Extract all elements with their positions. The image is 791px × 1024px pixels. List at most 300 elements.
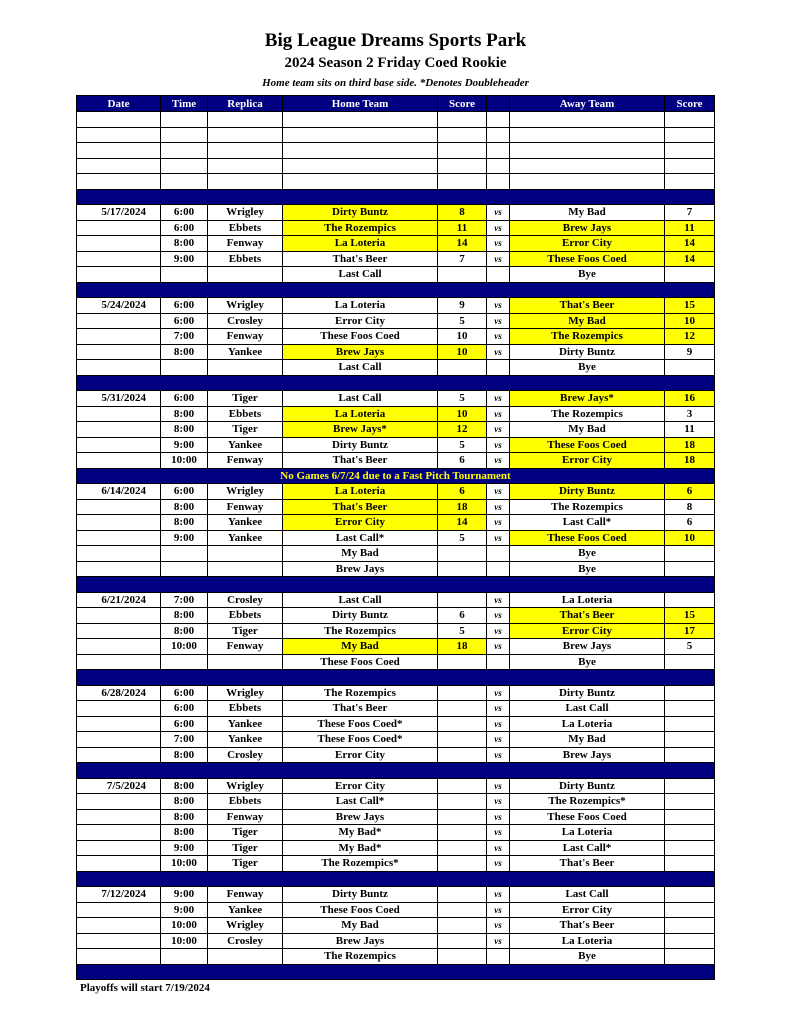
home-score-cell: 11: [438, 220, 487, 236]
vs-cell: vs: [487, 685, 510, 701]
time-cell: [161, 561, 208, 577]
away-team-cell: Dirty Buntz: [510, 344, 665, 360]
replica-cell: Tiger: [208, 422, 283, 438]
home-team-cell: Brew Jays*: [283, 422, 438, 438]
empty-cell: [283, 112, 438, 128]
replica-cell: Fenway: [208, 887, 283, 903]
away-team-cell: Last Call*: [510, 515, 665, 531]
empty-cell: [510, 158, 665, 174]
game-row: [77, 484, 715, 500]
date-cell: 7/12/2024: [77, 887, 161, 903]
game-row: [77, 809, 715, 825]
time-cell: 6:00: [161, 205, 208, 221]
home-team-cell: The Rozempics: [283, 623, 438, 639]
home-score-cell: 10: [438, 344, 487, 360]
home-team-cell: These Foos Coed*: [283, 716, 438, 732]
home-team-cell: That's Beer: [283, 453, 438, 469]
away-score-cell: [665, 747, 715, 763]
vs-cell: vs: [487, 902, 510, 918]
separator-row: [77, 871, 715, 887]
empty-cell: [208, 127, 283, 143]
home-team-cell: Error City: [283, 515, 438, 531]
replica-cell: Ebbets: [208, 608, 283, 624]
home-team-cell: My Bad: [283, 918, 438, 934]
page-subtitle: 2024 Season 2 Friday Coed Rookie: [284, 55, 507, 71]
home-score-cell: 5: [438, 623, 487, 639]
date-cell: [77, 422, 161, 438]
vs-cell: vs: [487, 747, 510, 763]
date-cell: [77, 437, 161, 453]
game-row: [77, 639, 715, 655]
time-cell: 6:00: [161, 313, 208, 329]
date-cell: [77, 515, 161, 531]
vs-cell: vs: [487, 530, 510, 546]
time-cell: 8:00: [161, 344, 208, 360]
empty-cell: [487, 143, 510, 159]
time-cell: [161, 654, 208, 670]
vs-cell: vs: [487, 313, 510, 329]
away-team-cell: These Foos Coed: [510, 437, 665, 453]
replica-cell: Wrigley: [208, 918, 283, 934]
away-team-cell: My Bad: [510, 205, 665, 221]
home-score-cell: [438, 902, 487, 918]
replica-cell: Yankee: [208, 515, 283, 531]
schedule-body: [77, 112, 715, 980]
date-cell: [77, 856, 161, 872]
date-cell: 5/17/2024: [77, 205, 161, 221]
replica-cell: Ebbets: [208, 701, 283, 717]
home-score-cell: 8: [438, 205, 487, 221]
col-replica: Replica: [208, 96, 283, 112]
home-score-cell: [438, 809, 487, 825]
game-row: [77, 422, 715, 438]
home-team-cell: These Foos Coed: [283, 654, 438, 670]
home-score-cell: 14: [438, 236, 487, 252]
replica-cell: [208, 561, 283, 577]
away-team-cell: These Foos Coed: [510, 251, 665, 267]
game-row: [77, 887, 715, 903]
vs-cell: vs: [487, 422, 510, 438]
replica-cell: Ebbets: [208, 220, 283, 236]
time-cell: 8:00: [161, 406, 208, 422]
date-cell: [77, 561, 161, 577]
away-score-cell: [665, 840, 715, 856]
home-team-cell: La Loteria: [283, 298, 438, 314]
away-team-cell: That's Beer: [510, 856, 665, 872]
empty-cell: [161, 127, 208, 143]
away-score-cell: [665, 902, 715, 918]
away-team-cell: La Loteria: [510, 933, 665, 949]
away-team-cell: La Loteria: [510, 716, 665, 732]
away-team-cell: Brew Jays: [510, 220, 665, 236]
vs-cell: vs: [487, 918, 510, 934]
date-cell: 7/5/2024: [77, 778, 161, 794]
replica-cell: [208, 267, 283, 283]
game-row: [77, 546, 715, 562]
vs-cell: vs: [487, 437, 510, 453]
home-team-cell: My Bad: [283, 546, 438, 562]
replica-cell: Ebbets: [208, 251, 283, 267]
replica-cell: [208, 360, 283, 376]
game-row: [77, 732, 715, 748]
vs-cell: vs: [487, 778, 510, 794]
away-score-cell: 3: [665, 406, 715, 422]
date-cell: [77, 251, 161, 267]
separator-row: [77, 577, 715, 593]
time-cell: 7:00: [161, 329, 208, 345]
home-team-cell: The Rozempics: [283, 685, 438, 701]
away-score-cell: 16: [665, 391, 715, 407]
time-cell: 6:00: [161, 716, 208, 732]
date-cell: [77, 267, 161, 283]
empty-cell: [161, 174, 208, 190]
vs-cell: [487, 360, 510, 376]
empty-cell: [77, 143, 161, 159]
date-cell: [77, 344, 161, 360]
empty-cell: [77, 174, 161, 190]
away-team-cell: Brew Jays: [510, 747, 665, 763]
away-score-cell: 11: [665, 422, 715, 438]
replica-cell: Crosley: [208, 313, 283, 329]
empty-cell: [510, 143, 665, 159]
empty-cell: [438, 127, 487, 143]
separator-cell: [77, 577, 715, 593]
vs-cell: vs: [487, 406, 510, 422]
time-cell: 6:00: [161, 391, 208, 407]
separator-cell: [77, 189, 715, 205]
game-row: [77, 825, 715, 841]
date-cell: [77, 701, 161, 717]
game-row: [77, 685, 715, 701]
replica-cell: Crosley: [208, 933, 283, 949]
date-cell: [77, 825, 161, 841]
empty-cell: [487, 112, 510, 128]
vs-cell: vs: [487, 732, 510, 748]
empty-cell: [665, 158, 715, 174]
time-cell: 10:00: [161, 918, 208, 934]
game-row: [77, 437, 715, 453]
home-team-cell: La Loteria: [283, 484, 438, 500]
replica-cell: Yankee: [208, 732, 283, 748]
date-cell: 5/31/2024: [77, 391, 161, 407]
time-cell: 8:00: [161, 236, 208, 252]
away-score-cell: 6: [665, 515, 715, 531]
away-team-cell: My Bad: [510, 422, 665, 438]
home-team-cell: Error City: [283, 313, 438, 329]
date-cell: [77, 918, 161, 934]
game-row: [77, 530, 715, 546]
vs-cell: vs: [487, 794, 510, 810]
separator-cell: [77, 670, 715, 686]
time-cell: 10:00: [161, 639, 208, 655]
home-team-cell: Last Call: [283, 267, 438, 283]
home-team-cell: That's Beer: [283, 251, 438, 267]
away-team-cell: The Rozempics*: [510, 794, 665, 810]
away-score-cell: [665, 685, 715, 701]
replica-cell: Wrigley: [208, 685, 283, 701]
replica-cell: Ebbets: [208, 794, 283, 810]
away-score-cell: [665, 267, 715, 283]
home-score-cell: [438, 778, 487, 794]
date-cell: [77, 406, 161, 422]
away-team-cell: My Bad: [510, 313, 665, 329]
separator-row: [77, 189, 715, 205]
away-team-cell: Error City: [510, 623, 665, 639]
game-row: [77, 515, 715, 531]
replica-cell: Ebbets: [208, 406, 283, 422]
time-cell: 8:00: [161, 422, 208, 438]
replica-cell: Yankee: [208, 344, 283, 360]
vs-cell: vs: [487, 220, 510, 236]
away-team-cell: Bye: [510, 360, 665, 376]
empty-cell: [77, 158, 161, 174]
replica-cell: Fenway: [208, 236, 283, 252]
home-score-cell: 7: [438, 251, 487, 267]
time-cell: 8:00: [161, 747, 208, 763]
game-row: [77, 391, 715, 407]
separator-cell: [77, 964, 715, 980]
away-score-cell: [665, 654, 715, 670]
empty-cell: [161, 143, 208, 159]
home-score-cell: [438, 654, 487, 670]
vs-cell: vs: [487, 391, 510, 407]
away-score-cell: 18: [665, 437, 715, 453]
date-cell: [77, 654, 161, 670]
vs-cell: vs: [487, 887, 510, 903]
home-score-cell: [438, 701, 487, 717]
game-row: [77, 701, 715, 717]
away-score-cell: [665, 887, 715, 903]
replica-cell: Fenway: [208, 329, 283, 345]
home-team-cell: These Foos Coed: [283, 329, 438, 345]
away-team-cell: Bye: [510, 561, 665, 577]
date-cell: 6/21/2024: [77, 592, 161, 608]
home-score-cell: 6: [438, 608, 487, 624]
vs-cell: vs: [487, 499, 510, 515]
home-team-cell: These Foos Coed: [283, 902, 438, 918]
home-score-cell: 5: [438, 437, 487, 453]
away-score-cell: 18: [665, 453, 715, 469]
time-cell: 10:00: [161, 856, 208, 872]
away-score-cell: 17: [665, 623, 715, 639]
home-score-cell: [438, 592, 487, 608]
away-team-cell: Dirty Buntz: [510, 484, 665, 500]
away-team-cell: Last Call: [510, 701, 665, 717]
game-row: [77, 623, 715, 639]
home-team-cell: Error City: [283, 778, 438, 794]
vs-cell: vs: [487, 639, 510, 655]
away-team-cell: That's Beer: [510, 298, 665, 314]
time-cell: 8:00: [161, 794, 208, 810]
time-cell: 10:00: [161, 453, 208, 469]
date-cell: [77, 716, 161, 732]
away-score-cell: 9: [665, 344, 715, 360]
game-row: [77, 778, 715, 794]
empty-cell: [438, 158, 487, 174]
vs-cell: vs: [487, 592, 510, 608]
game-row: [77, 298, 715, 314]
away-team-cell: Error City: [510, 236, 665, 252]
game-row: [77, 933, 715, 949]
date-cell: [77, 220, 161, 236]
home-team-cell: The Rozempics: [283, 949, 438, 965]
page-title: Big League Dreams Sports Park: [264, 30, 527, 51]
away-score-cell: [665, 701, 715, 717]
game-row: [77, 236, 715, 252]
away-score-cell: [665, 918, 715, 934]
home-team-cell: My Bad*: [283, 825, 438, 841]
home-team-cell: The Rozempics*: [283, 856, 438, 872]
home-score-cell: [438, 685, 487, 701]
table-header-row: [77, 96, 715, 112]
game-row: [77, 949, 715, 965]
away-team-cell: Bye: [510, 267, 665, 283]
home-score-cell: [438, 716, 487, 732]
schedule-table: [76, 95, 715, 980]
no-games-row: [77, 468, 715, 484]
date-cell: 6/14/2024: [77, 484, 161, 500]
replica-cell: Tiger: [208, 391, 283, 407]
game-row: [77, 716, 715, 732]
time-cell: [161, 267, 208, 283]
home-team-cell: Last Call: [283, 391, 438, 407]
date-cell: [77, 840, 161, 856]
away-team-cell: The Rozempics: [510, 406, 665, 422]
empty-cell: [665, 143, 715, 159]
home-team-cell: Brew Jays: [283, 344, 438, 360]
replica-cell: Yankee: [208, 716, 283, 732]
time-cell: [161, 360, 208, 376]
date-cell: [77, 949, 161, 965]
away-team-cell: La Loteria: [510, 825, 665, 841]
date-cell: 5/24/2024: [77, 298, 161, 314]
col-away-score: Score: [665, 96, 715, 112]
empty-cell: [208, 112, 283, 128]
time-cell: 8:00: [161, 778, 208, 794]
empty-cell: [208, 174, 283, 190]
game-row: [77, 499, 715, 515]
separator-cell: [77, 871, 715, 887]
home-score-cell: [438, 794, 487, 810]
separator-cell: [77, 375, 715, 391]
empty-cell: [283, 143, 438, 159]
game-row: [77, 205, 715, 221]
away-team-cell: Bye: [510, 546, 665, 562]
separator-cell: [77, 282, 715, 298]
home-score-cell: [438, 825, 487, 841]
schedule-note: Home team sits on third base side. *Denotes Doubleheader: [262, 77, 529, 89]
vs-cell: vs: [487, 840, 510, 856]
date-cell: [77, 639, 161, 655]
separator-row: [77, 282, 715, 298]
separator-row: [77, 964, 715, 980]
away-score-cell: 6: [665, 484, 715, 500]
away-score-cell: [665, 360, 715, 376]
time-cell: 6:00: [161, 484, 208, 500]
empty-cell: [510, 174, 665, 190]
away-team-cell: Dirty Buntz: [510, 685, 665, 701]
replica-cell: [208, 546, 283, 562]
vs-cell: vs: [487, 701, 510, 717]
vs-cell: vs: [487, 608, 510, 624]
date-cell: [77, 313, 161, 329]
empty-cell: [283, 158, 438, 174]
replica-cell: Wrigley: [208, 205, 283, 221]
away-score-cell: [665, 856, 715, 872]
home-team-cell: Last Call*: [283, 794, 438, 810]
home-score-cell: 10: [438, 329, 487, 345]
time-cell: 8:00: [161, 825, 208, 841]
away-score-cell: [665, 716, 715, 732]
home-team-cell: Last Call*: [283, 530, 438, 546]
away-score-cell: 8: [665, 499, 715, 515]
away-team-cell: Last Call*: [510, 840, 665, 856]
col-vs: [487, 96, 510, 112]
empty-cell: [438, 112, 487, 128]
vs-cell: [487, 546, 510, 562]
empty-cell: [665, 174, 715, 190]
home-team-cell: Dirty Buntz: [283, 437, 438, 453]
home-team-cell: Dirty Buntz: [283, 205, 438, 221]
time-cell: 10:00: [161, 933, 208, 949]
playoffs-note: Playoffs will start 7/19/2024: [80, 982, 210, 994]
game-row: [77, 592, 715, 608]
empty-cell: [510, 112, 665, 128]
home-score-cell: [438, 360, 487, 376]
away-team-cell: Dirty Buntz: [510, 778, 665, 794]
vs-cell: [487, 561, 510, 577]
away-score-cell: 14: [665, 251, 715, 267]
home-team-cell: The Rozempics: [283, 220, 438, 236]
empty-cell: [487, 174, 510, 190]
date-cell: [77, 236, 161, 252]
col-home-team: Home Team: [283, 96, 438, 112]
vs-cell: vs: [487, 298, 510, 314]
replica-cell: Wrigley: [208, 298, 283, 314]
empty-cell: [665, 112, 715, 128]
vs-cell: vs: [487, 825, 510, 841]
replica-cell: Wrigley: [208, 484, 283, 500]
time-cell: 6:00: [161, 220, 208, 236]
away-score-cell: [665, 546, 715, 562]
away-score-cell: 10: [665, 313, 715, 329]
away-team-cell: My Bad: [510, 732, 665, 748]
home-team-cell: Error City: [283, 747, 438, 763]
vs-cell: [487, 267, 510, 283]
home-team-cell: That's Beer: [283, 701, 438, 717]
vs-cell: vs: [487, 236, 510, 252]
date-cell: [77, 623, 161, 639]
away-team-cell: The Rozempics: [510, 329, 665, 345]
away-team-cell: La Loteria: [510, 592, 665, 608]
empty-cell: [438, 143, 487, 159]
empty-cell: [487, 127, 510, 143]
away-team-cell: Bye: [510, 949, 665, 965]
time-cell: 9:00: [161, 530, 208, 546]
away-team-cell: Brew Jays: [510, 639, 665, 655]
date-cell: [77, 794, 161, 810]
replica-cell: Crosley: [208, 592, 283, 608]
replica-cell: Tiger: [208, 623, 283, 639]
game-row: [77, 344, 715, 360]
replica-cell: Tiger: [208, 825, 283, 841]
home-score-cell: 5: [438, 530, 487, 546]
away-score-cell: 11: [665, 220, 715, 236]
home-score-cell: [438, 267, 487, 283]
time-cell: 9:00: [161, 840, 208, 856]
date-cell: [77, 933, 161, 949]
time-cell: 7:00: [161, 592, 208, 608]
